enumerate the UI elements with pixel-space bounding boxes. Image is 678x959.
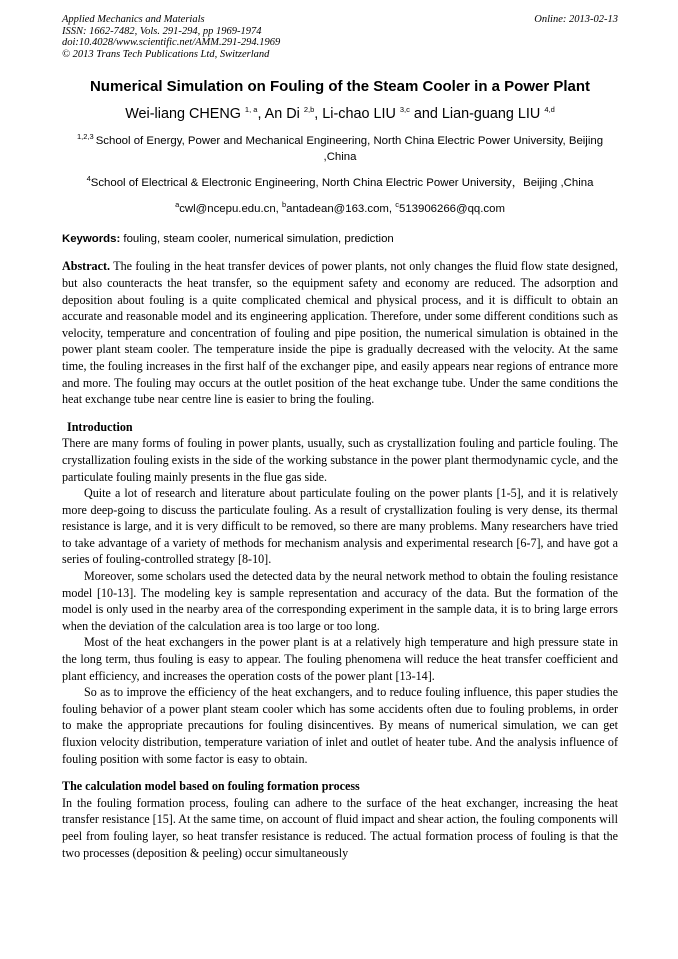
- author-affil-marker: 3,c: [399, 105, 410, 115]
- issn-line: ISSN: 1662-7482, Vols. 291-294, pp 1969-1974: [62, 25, 262, 37]
- keywords-label: Keywords:: [62, 233, 121, 246]
- paper-page: [62, 14, 618, 861]
- author-separator: ,: [257, 106, 265, 123]
- author-name: Li-chao LIU: [322, 106, 400, 123]
- affiliation-text: School of Electrical & Electronic Engineering, North China Electric Power University，Beijing ,China: [90, 177, 594, 190]
- journal-name: Applied Mechanics and Materials: [62, 14, 205, 25]
- author-name: Wei-liang CHENG: [125, 106, 245, 123]
- author-list: [62, 105, 618, 123]
- email-link[interactable]: antadean@163.com,: [286, 203, 396, 216]
- abstract-text: The fouling in the heat transfer devices of power plants, not only changes the fluid flow state designed, but also counteracts the heat transfer, so the equipment safety and economy are reduced. The adsorption and deposition about fouling is a quite complicated chemical and physical process, and it is difficult to obtain an accurate and reasonable model and its engineering application. Therefore, under some different conditions such as velocity, temperature and concentration of fouling and pipe position, the numerical simulation is obtained in the power plant steam cooler. The temperature inside the pipe is gradually decreased with the velocity. At the same time, the fouling increases in the first half of the exchanger pipe, and easily appears near regions of entrance more and more. The fouling may occurs at the outlet position of the heat exchange tube. Under the same conditions the heat exchange tube near centre line is easier to bring the fouling.: [62, 259, 618, 407]
- author-name: Lian-guang LIU: [441, 106, 545, 123]
- email-marker: c: [395, 200, 399, 210]
- section-heading-calculation-model: The calculation model based on fouling formation process: [62, 779, 360, 794]
- author-separator: and: [409, 106, 442, 123]
- author-name: An Di: [264, 106, 304, 123]
- keywords: [62, 231, 618, 247]
- affiliation-2: [62, 175, 618, 191]
- paper-title: Numerical Simulation on Fouling of the Steam Cooler in a Power Plant: [89, 78, 591, 96]
- affiliation-1: [62, 133, 618, 165]
- affiliation-marker: 4: [86, 174, 91, 184]
- abstract-label: Abstract.: [62, 259, 111, 274]
- email-link[interactable]: 513906266@qq.com: [399, 203, 505, 216]
- author-affil-marker: 4,d: [544, 105, 555, 115]
- abstract: [62, 258, 618, 407]
- section-heading-introduction: Introduction: [67, 419, 133, 434]
- body-paragraph: Quite a lot of research and literature about particulate fouling on the power plants [1-5], and it is relatively more deep-going to discuss the particulate fouling. As a result of crystallization fouling is very dense, its thermal resistance is large, and it is very difficult to be removed, so there are many problems. Many researchers have tried to take advantage of a variety of methods for mechanism analysis and experimental research [6-7], and have got a series of fouling-controlled strategy [8-10].: [62, 486, 618, 567]
- author-emails: [62, 201, 618, 217]
- affiliation-text: School of Energy, Power and Mechanical Engineering, North China Electric Power University, Beijing ,China: [95, 135, 604, 164]
- author-separator: ,: [314, 106, 323, 123]
- affiliation-marker: 1,2,3: [76, 132, 96, 142]
- online-date: Online: 2013-02-13: [534, 14, 618, 25]
- body-paragraph: In the fouling formation process, fouling can adhere to the surface of the heat exchanger, increasing the heat transfer resistance [15]. At the same time, on account of fluid impact and shear action, the fouling components will peel from fouling layer, so heat transfer resistance is reduced. The actual formation process of fouling is that the two processes (deposition & peeling) occur simultaneously: [62, 795, 618, 860]
- email-marker: a: [175, 200, 180, 210]
- body-paragraph: So as to improve the efficiency of the heat exchangers, and to reduce fouling influence, this paper studies the fouling behavior of a power plant steam cooler which has some accidents often due to fouling problems, in order to make the appropriate precautions for fouling disincentives. By means of numerical simulation, we can get fluxion velocity distribution, temperature variation of inlet and outlet of heater tube. And the analysis influence of fouling position with some factor is easy to obtain.: [62, 685, 618, 766]
- journal-header: [62, 14, 618, 60]
- author-affil-marker: 1, a: [244, 105, 258, 115]
- email-link[interactable]: cwl@ncepu.edu.cn,: [179, 203, 282, 216]
- body-paragraph: There are many forms of fouling in power plants, usually, such as crystallization fouling and particle fouling. The crystallization fouling exists in the side of the working substance in the power plant thermodynamic cycle, and the particulate fouling mainly presents in the flue gas side.: [62, 436, 618, 484]
- body-paragraph: Most of the heat exchangers in the power plant is at a relatively high temperature and high pressure state in the long term, thus fouling is easy to appear. The fouling phenomena will reduce the heat transfer coefficient and plant efficiency, and increases the operation costs of the power plant [13-14].: [62, 635, 618, 683]
- author-affil-marker: 2,b: [303, 105, 315, 115]
- body-paragraph: Moreover, some scholars used the detected data by the neural network method to obtain the fouling resistance model [10-13]. The modeling key is sample representation and accuracy of the data. But the formation of the model is only used in the nearby area of the corresponding experiment in the sample data, it is to bring large errors when the deviation of the calculation area is too large or too long.: [62, 569, 618, 633]
- copyright-line: © 2013 Trans Tech Publications Ltd, Switzerland: [62, 48, 270, 60]
- keywords-text: fouling, steam cooler, numerical simulation, prediction: [120, 233, 394, 246]
- doi-line: doi:10.4028/www.scientific.net/AMM.291-294.1969: [62, 37, 281, 49]
- email-marker: b: [281, 200, 287, 210]
